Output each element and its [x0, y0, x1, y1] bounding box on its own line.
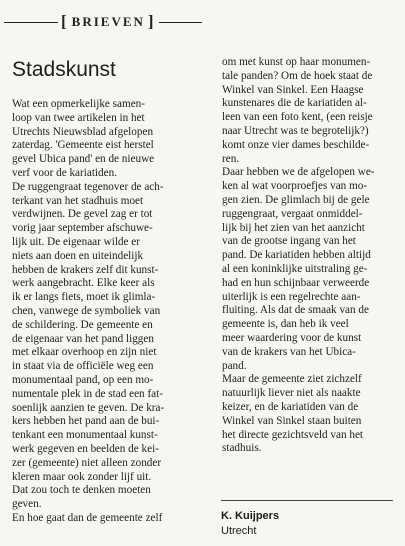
text-line: chen, vanwege de symboliek van — [12, 304, 161, 317]
text-line: fluiting. Als dat de smaak van de — [222, 304, 369, 317]
text-line: De ruggengraat tegenover de ach- — [12, 180, 164, 193]
text-line: gevel Ubica pand' en de nieuwe — [12, 153, 155, 166]
text-line: de schildering. De gemeente en — [12, 318, 153, 331]
text-line: geven. — [12, 498, 42, 511]
text-line: verdwijnen. De gevel zag er tot — [12, 208, 153, 221]
text-line: het directe gezichtsveld van het — [222, 428, 364, 441]
text-line: pand. De kariatiden hebben altijd — [222, 249, 371, 262]
text-line: meer waardering voor de kunst — [222, 331, 362, 344]
text-line: Maar de gemeente ziet zichzelf — [222, 373, 362, 386]
text-line: gen zien. De glimlach bij de gele — [222, 193, 370, 206]
author-name: K. Kuijpers — [221, 510, 280, 522]
rubric-bracket-open: [ — [61, 12, 69, 31]
text-line: Wat een opmerkelijke samen- — [12, 98, 145, 110]
text-line: gemeente is, dan heb ik veel — [222, 318, 349, 331]
rubric-bracket-close: ] — [147, 12, 156, 31]
text-line: naar Utrecht was te begrotelijk?) — [222, 124, 369, 137]
text-line: komt onze vier dames beschilde- — [222, 138, 370, 151]
text-line: Winkel van Sinkel staan buiten — [222, 414, 362, 427]
text-line: monumentaal pand, op een mo- — [12, 373, 154, 386]
article-title: Stadskunst — [12, 58, 116, 81]
text-line: ruggengraat, vergaat onmiddel- — [222, 207, 363, 220]
text-line: met elkaar overhoop en zijn niet — [12, 346, 157, 359]
text-line: zaterdag. 'Gemeente eist herstel — [12, 139, 154, 152]
text-line: keizer, en de kariatiden van de — [222, 400, 359, 413]
text-line: om met kunst op haar monumen- — [222, 56, 371, 68]
author-city: Utrecht — [221, 525, 257, 537]
text-line: kleren maar ook zonder lijf uit. — [12, 470, 152, 483]
text-line: Utrechts Nieuwsblad afgelopen — [12, 125, 154, 138]
right-column — [222, 56, 402, 456]
text-line: de eigenaar van het pand liggen — [12, 332, 154, 345]
text-line: Winkel van Sinkel. Een Haagse — [222, 83, 364, 96]
text-line: Daar hebben we de afgelopen we- — [222, 166, 375, 179]
text-line: niets aan doen en uiteindelijk — [12, 249, 144, 262]
text-line: had en hun schijnbaar verweerde — [222, 276, 370, 289]
text-line: leen van een foto kent, (een reisje — [222, 111, 373, 124]
text-line: van de krakers van het Ubica- — [222, 345, 356, 358]
text-line: vorig jaar september afschuwe- — [12, 222, 153, 235]
text-line: zer (gemeente) niet alleen zonder — [12, 456, 162, 469]
text-line: hebben de krakers zelf dit kunst- — [12, 263, 159, 276]
text-line: van de grootse ingang van het — [222, 235, 356, 248]
text-line: lijk uit. De eigenaar wilde er — [12, 235, 140, 248]
text-line: loop van twee artikelen in het — [12, 111, 145, 124]
text-line: numentale plek in de stad een fat- — [12, 387, 163, 400]
text-line: tenkant een monumentaal kunst- — [12, 429, 158, 442]
text-line: stadhuis. — [222, 442, 262, 455]
text-line: tale panden? Om de hoek staat de — [222, 69, 373, 82]
text-line: in staat via de officiële weg een — [12, 360, 154, 373]
text-line: uiterlijk is een regelrechte aan- — [222, 290, 361, 303]
signature-rule — [221, 500, 393, 501]
text-line: Dat zou toch te denken moeten — [12, 484, 151, 497]
text-line: ik er langs fiets, moet ik glimla- — [12, 291, 156, 304]
left-column — [12, 98, 202, 526]
text-line: kers hebben het pand aan de bui- — [12, 415, 160, 428]
text-line: werk gegeven en beelden de kei- — [12, 442, 159, 455]
text-line: En hoe gaat dan de gemeente zelf — [12, 511, 163, 524]
text-line: lijk bij het zien van het aanzicht — [222, 221, 365, 234]
text-line: natuurlijk liever niet als naakte — [222, 387, 361, 400]
text-line: ren. — [222, 152, 240, 165]
rubric-label: BRIEVEN — [71, 14, 145, 29]
text-line: pand. — [222, 359, 247, 372]
text-line: kunstenares die de kariatiden al- — [222, 97, 367, 110]
text-line: verf voor de kariatiden. — [12, 166, 117, 179]
text-line: al een koninklijke uitstraling ge- — [222, 262, 368, 275]
text-line: soenlijk aanzien te geven. De kra- — [12, 401, 165, 414]
section-rubric — [58, 12, 159, 32]
text-line: terkant van het stadhuis moet — [12, 194, 144, 207]
text-line: ken al wat voorproefjes van mo- — [222, 180, 368, 193]
text-line: werk aangebracht. Elke keer als — [12, 277, 155, 290]
